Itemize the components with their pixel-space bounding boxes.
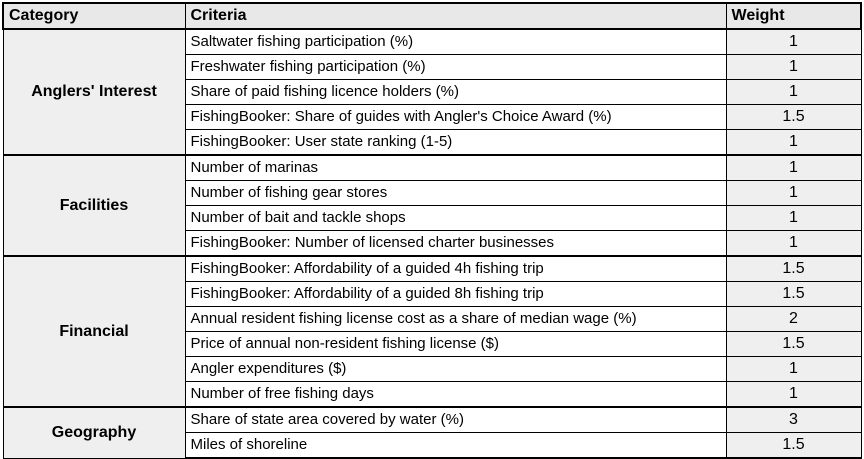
weight-cell: 1.5: [726, 105, 861, 130]
criteria-cell: Price of annual non-resident fishing license ($): [185, 332, 726, 357]
weight-cell: 1: [726, 382, 861, 408]
weight-cell: 1.5: [726, 282, 861, 307]
weight-cell: 1: [726, 206, 861, 231]
weight-cell: 1: [726, 181, 861, 206]
criteria-cell: FishingBooker: Affordability of a guided 8h fishing trip: [185, 282, 726, 307]
criteria-weight-table: [2, 2, 862, 459]
weight-cell: 1.5: [726, 256, 861, 282]
criteria-cell: FishingBooker: Number of licensed charter businesses: [185, 231, 726, 257]
weight-cell: 1: [726, 80, 861, 105]
header-category: Category: [3, 3, 185, 29]
criteria-cell: Miles of shoreline: [185, 433, 726, 459]
category-cell: Geography: [3, 407, 185, 458]
table-row: [3, 407, 861, 433]
category-cell: Anglers' Interest: [3, 29, 185, 155]
weight-cell: 3: [726, 407, 861, 433]
header-criteria: Criteria: [185, 3, 726, 29]
criteria-cell: Freshwater fishing participation (%): [185, 55, 726, 80]
criteria-cell: Number of fishing gear stores: [185, 181, 726, 206]
criteria-cell: Number of free fishing days: [185, 382, 726, 408]
criteria-cell: FishingBooker: User state ranking (1-5): [185, 130, 726, 156]
header-weight: Weight: [726, 3, 861, 29]
criteria-cell: Share of paid fishing licence holders (%): [185, 80, 726, 105]
criteria-cell: Annual resident fishing license cost as a share of median wage (%): [185, 307, 726, 332]
criteria-cell: FishingBooker: Affordability of a guided 4h fishing trip: [185, 256, 726, 282]
weight-cell: 1: [726, 29, 861, 55]
table-row: [3, 155, 861, 181]
criteria-cell: Number of bait and tackle shops: [185, 206, 726, 231]
category-cell: Financial: [3, 256, 185, 407]
weight-cell: 1: [726, 130, 861, 156]
weight-cell: 1: [726, 231, 861, 257]
criteria-cell: Angler expenditures ($): [185, 357, 726, 382]
header-row: [3, 3, 861, 29]
criteria-cell: Saltwater fishing participation (%): [185, 29, 726, 55]
table-body: [3, 29, 861, 458]
weight-cell: 1.5: [726, 332, 861, 357]
weight-cell: 1: [726, 155, 861, 181]
table-row: [3, 256, 861, 282]
criteria-cell: FishingBooker: Share of guides with Angler's Choice Award (%): [185, 105, 726, 130]
criteria-cell: Number of marinas: [185, 155, 726, 181]
weight-cell: 1: [726, 357, 861, 382]
criteria-cell: Share of state area covered by water (%): [185, 407, 726, 433]
weight-cell: 1: [726, 55, 861, 80]
weight-cell: 1.5: [726, 433, 861, 459]
table-row: [3, 29, 861, 55]
weight-cell: 2: [726, 307, 861, 332]
category-cell: Facilities: [3, 155, 185, 256]
